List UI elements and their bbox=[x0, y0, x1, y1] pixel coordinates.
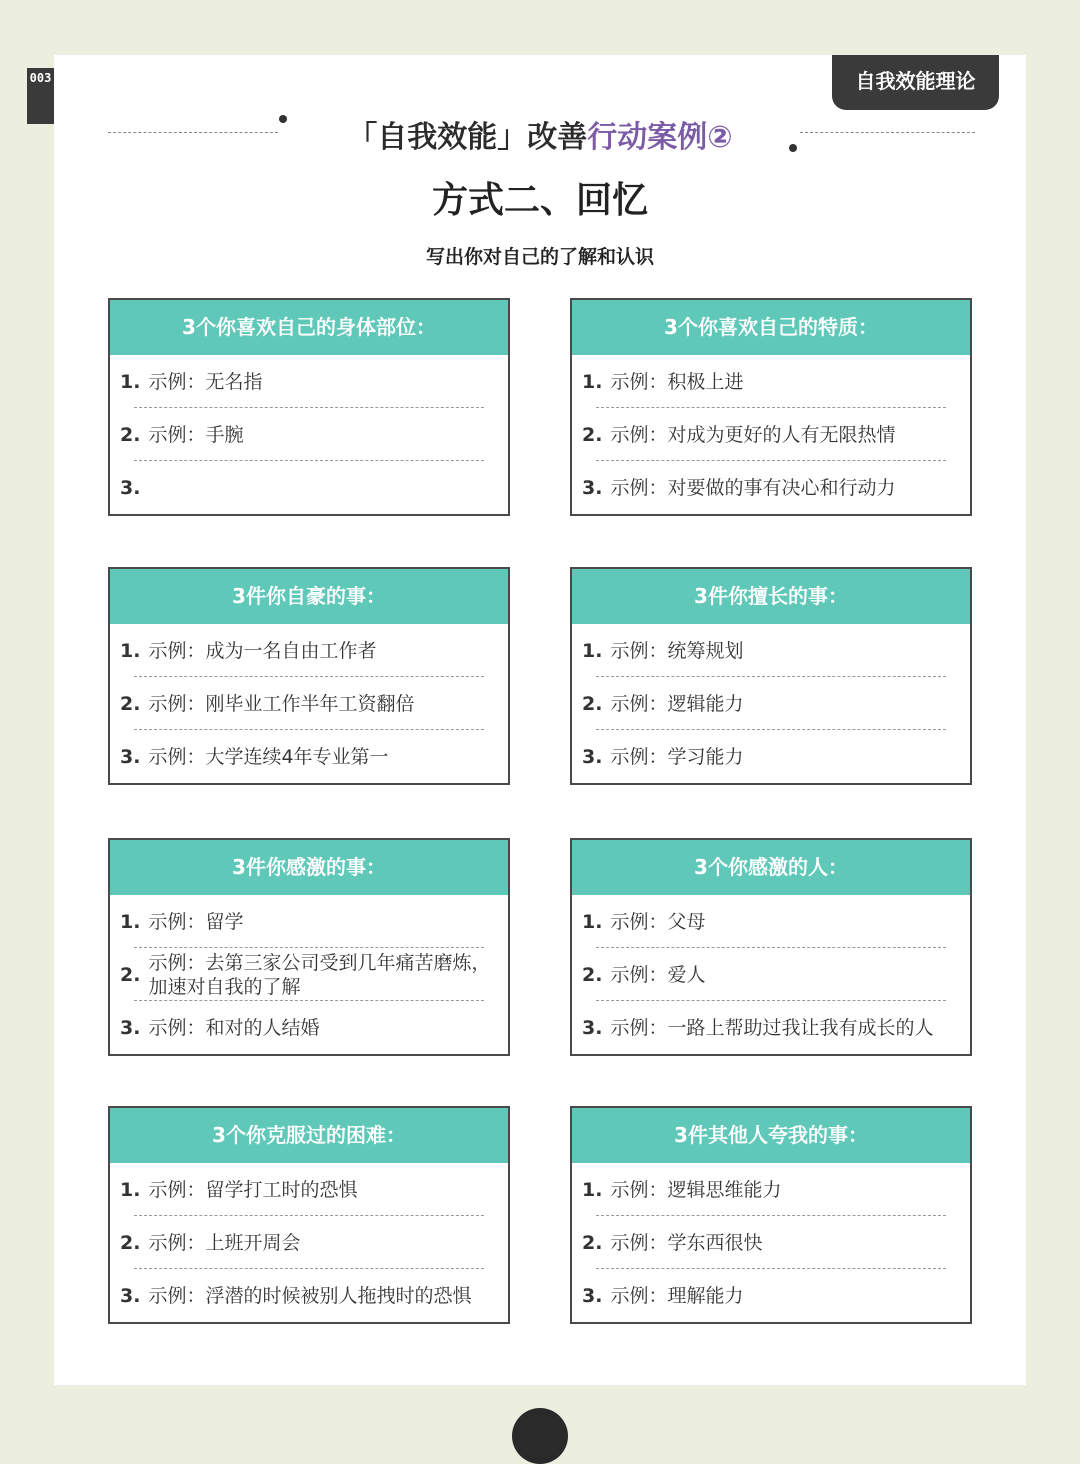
card bbox=[570, 567, 972, 785]
item-number: 1. bbox=[582, 370, 603, 393]
brand-logo bbox=[512, 1408, 568, 1464]
section-caption: 写出你对自己的了解和认识 bbox=[425, 246, 654, 268]
item-number: 2. bbox=[120, 963, 141, 986]
card-item bbox=[572, 730, 970, 783]
item-number: 1. bbox=[120, 910, 141, 933]
item-number: 3. bbox=[120, 476, 141, 499]
card bbox=[108, 1106, 510, 1324]
page-number: 003 bbox=[27, 68, 54, 124]
item-text: 示例：成为一名自由工作者 bbox=[148, 639, 377, 662]
card-title: 3件其他人夸我的事： bbox=[572, 1108, 970, 1163]
item-number: 3. bbox=[582, 1284, 603, 1307]
item-text: 示例：浮潜的时候被别人拖拽时的恐惧 bbox=[148, 1284, 472, 1307]
card-item bbox=[110, 1269, 508, 1322]
item-text: 示例：上班开周会 bbox=[148, 1231, 301, 1254]
item-text: 示例：去第三家公司受到几年痛苦磨炼，加速对自我的了解 bbox=[148, 951, 491, 998]
card-item bbox=[572, 461, 970, 514]
item-number: 3. bbox=[120, 1016, 141, 1039]
item-text: 示例：无名指 bbox=[148, 370, 263, 393]
card-item bbox=[572, 895, 970, 948]
card-title: 3个你喜欢自己的特质： bbox=[572, 300, 970, 355]
card bbox=[108, 298, 510, 516]
card-title: 3件你自豪的事： bbox=[110, 569, 508, 624]
item-number: 2. bbox=[120, 1231, 141, 1254]
item-text: 示例：大学连续4年专业第一 bbox=[148, 745, 389, 768]
card bbox=[570, 838, 972, 1056]
item-number: 1. bbox=[582, 910, 603, 933]
page-title bbox=[0, 112, 1080, 156]
card-item bbox=[572, 1001, 970, 1054]
item-number: 2. bbox=[582, 423, 603, 446]
title-accent: 行动案例② bbox=[587, 120, 733, 155]
item-number: 1. bbox=[120, 370, 141, 393]
item-number: 2. bbox=[120, 692, 141, 715]
item-text: 示例：留学 bbox=[148, 910, 244, 933]
topic-tag: 自我效能理论 bbox=[832, 55, 999, 110]
item-number: 3. bbox=[582, 745, 603, 768]
item-text: 示例：对要做的事有决心和行动力 bbox=[610, 476, 896, 499]
card-item bbox=[572, 1163, 970, 1216]
item-number: 3. bbox=[582, 476, 603, 499]
item-text: 示例：和对的人结婚 bbox=[148, 1016, 320, 1039]
card-item bbox=[110, 1001, 508, 1054]
card bbox=[570, 1106, 972, 1324]
item-number: 1. bbox=[120, 1178, 141, 1201]
item-text: 示例：理解能力 bbox=[610, 1284, 744, 1307]
card-item bbox=[110, 624, 508, 677]
item-text: 示例：刚毕业工作半年工资翻倍 bbox=[148, 692, 415, 715]
item-number: 1. bbox=[582, 1178, 603, 1201]
section-subtitle: 方式二、回忆 bbox=[431, 180, 648, 221]
item-number: 3. bbox=[582, 1016, 603, 1039]
item-text: 示例：父母 bbox=[610, 910, 706, 933]
item-text: 示例：手腕 bbox=[148, 423, 244, 446]
item-number: 2. bbox=[582, 692, 603, 715]
card-item bbox=[110, 895, 508, 948]
item-number: 2. bbox=[582, 1231, 603, 1254]
card-item bbox=[572, 1216, 970, 1269]
card-item bbox=[572, 948, 970, 1001]
item-text: 示例：一路上帮助过我让我有成长的人 bbox=[610, 1016, 934, 1039]
card bbox=[570, 298, 972, 516]
item-number: 3. bbox=[120, 1284, 141, 1307]
card-title: 3件你感激的事： bbox=[110, 840, 508, 895]
item-number: 2. bbox=[120, 423, 141, 446]
card-item bbox=[110, 461, 508, 514]
title-prefix: 「自我效能」改善 bbox=[347, 120, 588, 155]
item-text: 示例：对成为更好的人有无限热情 bbox=[610, 423, 896, 446]
card-item bbox=[110, 1163, 508, 1216]
item-text: 示例：统筹规划 bbox=[610, 639, 744, 662]
item-number: 1. bbox=[120, 639, 141, 662]
card bbox=[108, 838, 510, 1056]
card-item bbox=[110, 948, 508, 1001]
item-text: 示例：爱人 bbox=[610, 963, 706, 986]
item-text: 示例：留学打工时的恐惧 bbox=[148, 1178, 358, 1201]
card-item bbox=[110, 355, 508, 408]
card-title: 3个你喜欢自己的身体部位： bbox=[110, 300, 508, 355]
item-text: 示例：学习能力 bbox=[610, 745, 744, 768]
item-text: 示例：逻辑思维能力 bbox=[610, 1178, 782, 1201]
card-item bbox=[110, 677, 508, 730]
item-number: 3. bbox=[120, 745, 141, 768]
card-item bbox=[572, 624, 970, 677]
item-text: 示例：逻辑能力 bbox=[610, 692, 744, 715]
card-title: 3个你感激的人： bbox=[572, 840, 970, 895]
card-title: 3个你克服过的困难： bbox=[110, 1108, 508, 1163]
card-title: 3件你擅长的事： bbox=[572, 569, 970, 624]
item-text: 示例：学东西很快 bbox=[610, 1231, 763, 1254]
card-item bbox=[572, 355, 970, 408]
item-number: 1. bbox=[582, 639, 603, 662]
card-item bbox=[110, 730, 508, 783]
card-item bbox=[572, 408, 970, 461]
card-item bbox=[572, 677, 970, 730]
item-text: 示例：积极上进 bbox=[610, 370, 744, 393]
card bbox=[108, 567, 510, 785]
card-item bbox=[110, 408, 508, 461]
card-item bbox=[110, 1216, 508, 1269]
item-number: 2. bbox=[582, 963, 603, 986]
card-item bbox=[572, 1269, 970, 1322]
